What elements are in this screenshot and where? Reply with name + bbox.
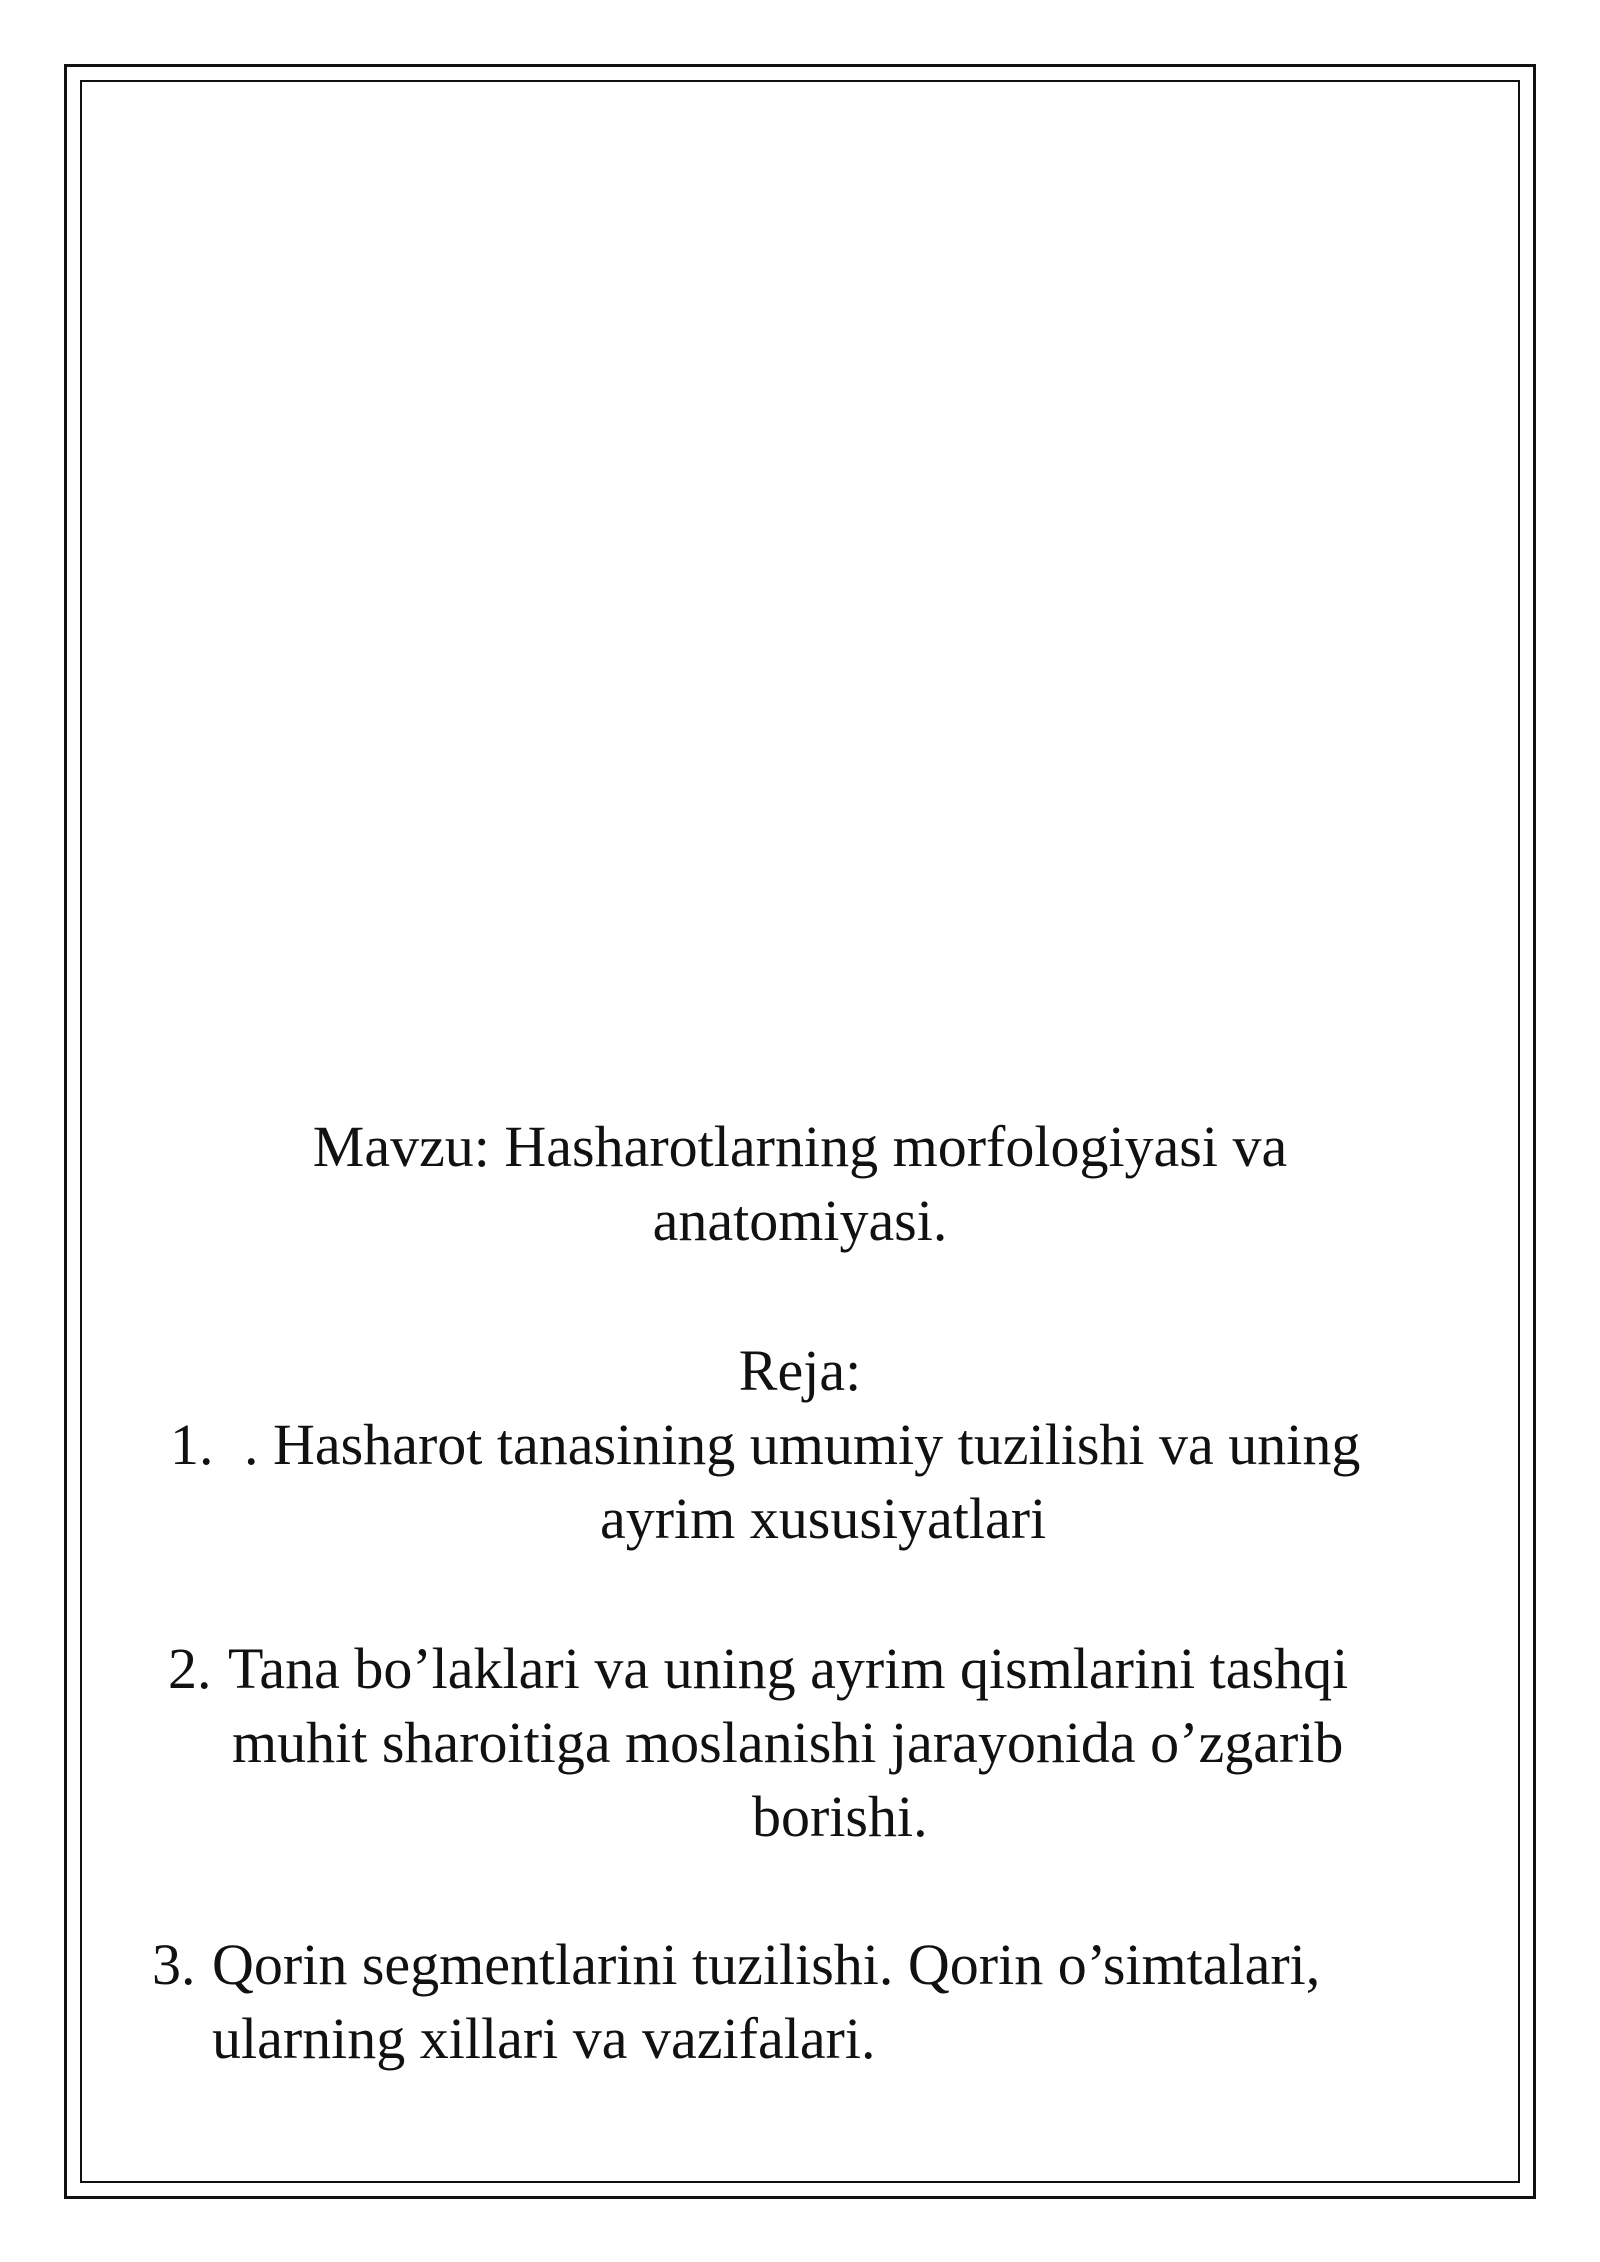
plan-item-3-number: 3.	[152, 1932, 196, 1997]
plan-item-3-line-1: Qorin segmentlarini tuzilishi. Qorin o’simtalari,	[212, 1932, 1321, 1997]
plan-item-3-line-2: ularning xillari va vazifalari.	[212, 2006, 876, 2071]
plan-heading: Reja:	[738, 1338, 862, 1403]
title-line-2: anatomiyasi.	[652, 1188, 948, 1253]
plan-item-1-number: 1.	[170, 1412, 214, 1477]
title-line-1: Mavzu: Hasharotlarning morfologiyasi va	[312, 1114, 1288, 1179]
plan-item-2-line-3: borishi.	[752, 1784, 928, 1849]
plan-item-1-line-1: . Hasharot tanasining umumiy tuzilishi va uning	[244, 1412, 1361, 1477]
plan-item-2-line-1: Tana bo’laklari va uning ayrim qismlarini tashqi	[228, 1636, 1349, 1701]
plan-item-2-line-2: muhit sharoitiga moslanishi jarayonida o’zgarib	[232, 1710, 1344, 1775]
plan-item-1-line-2: ayrim xususiyatlari	[600, 1486, 1047, 1551]
plan-item-2-number: 2.	[168, 1636, 212, 1701]
